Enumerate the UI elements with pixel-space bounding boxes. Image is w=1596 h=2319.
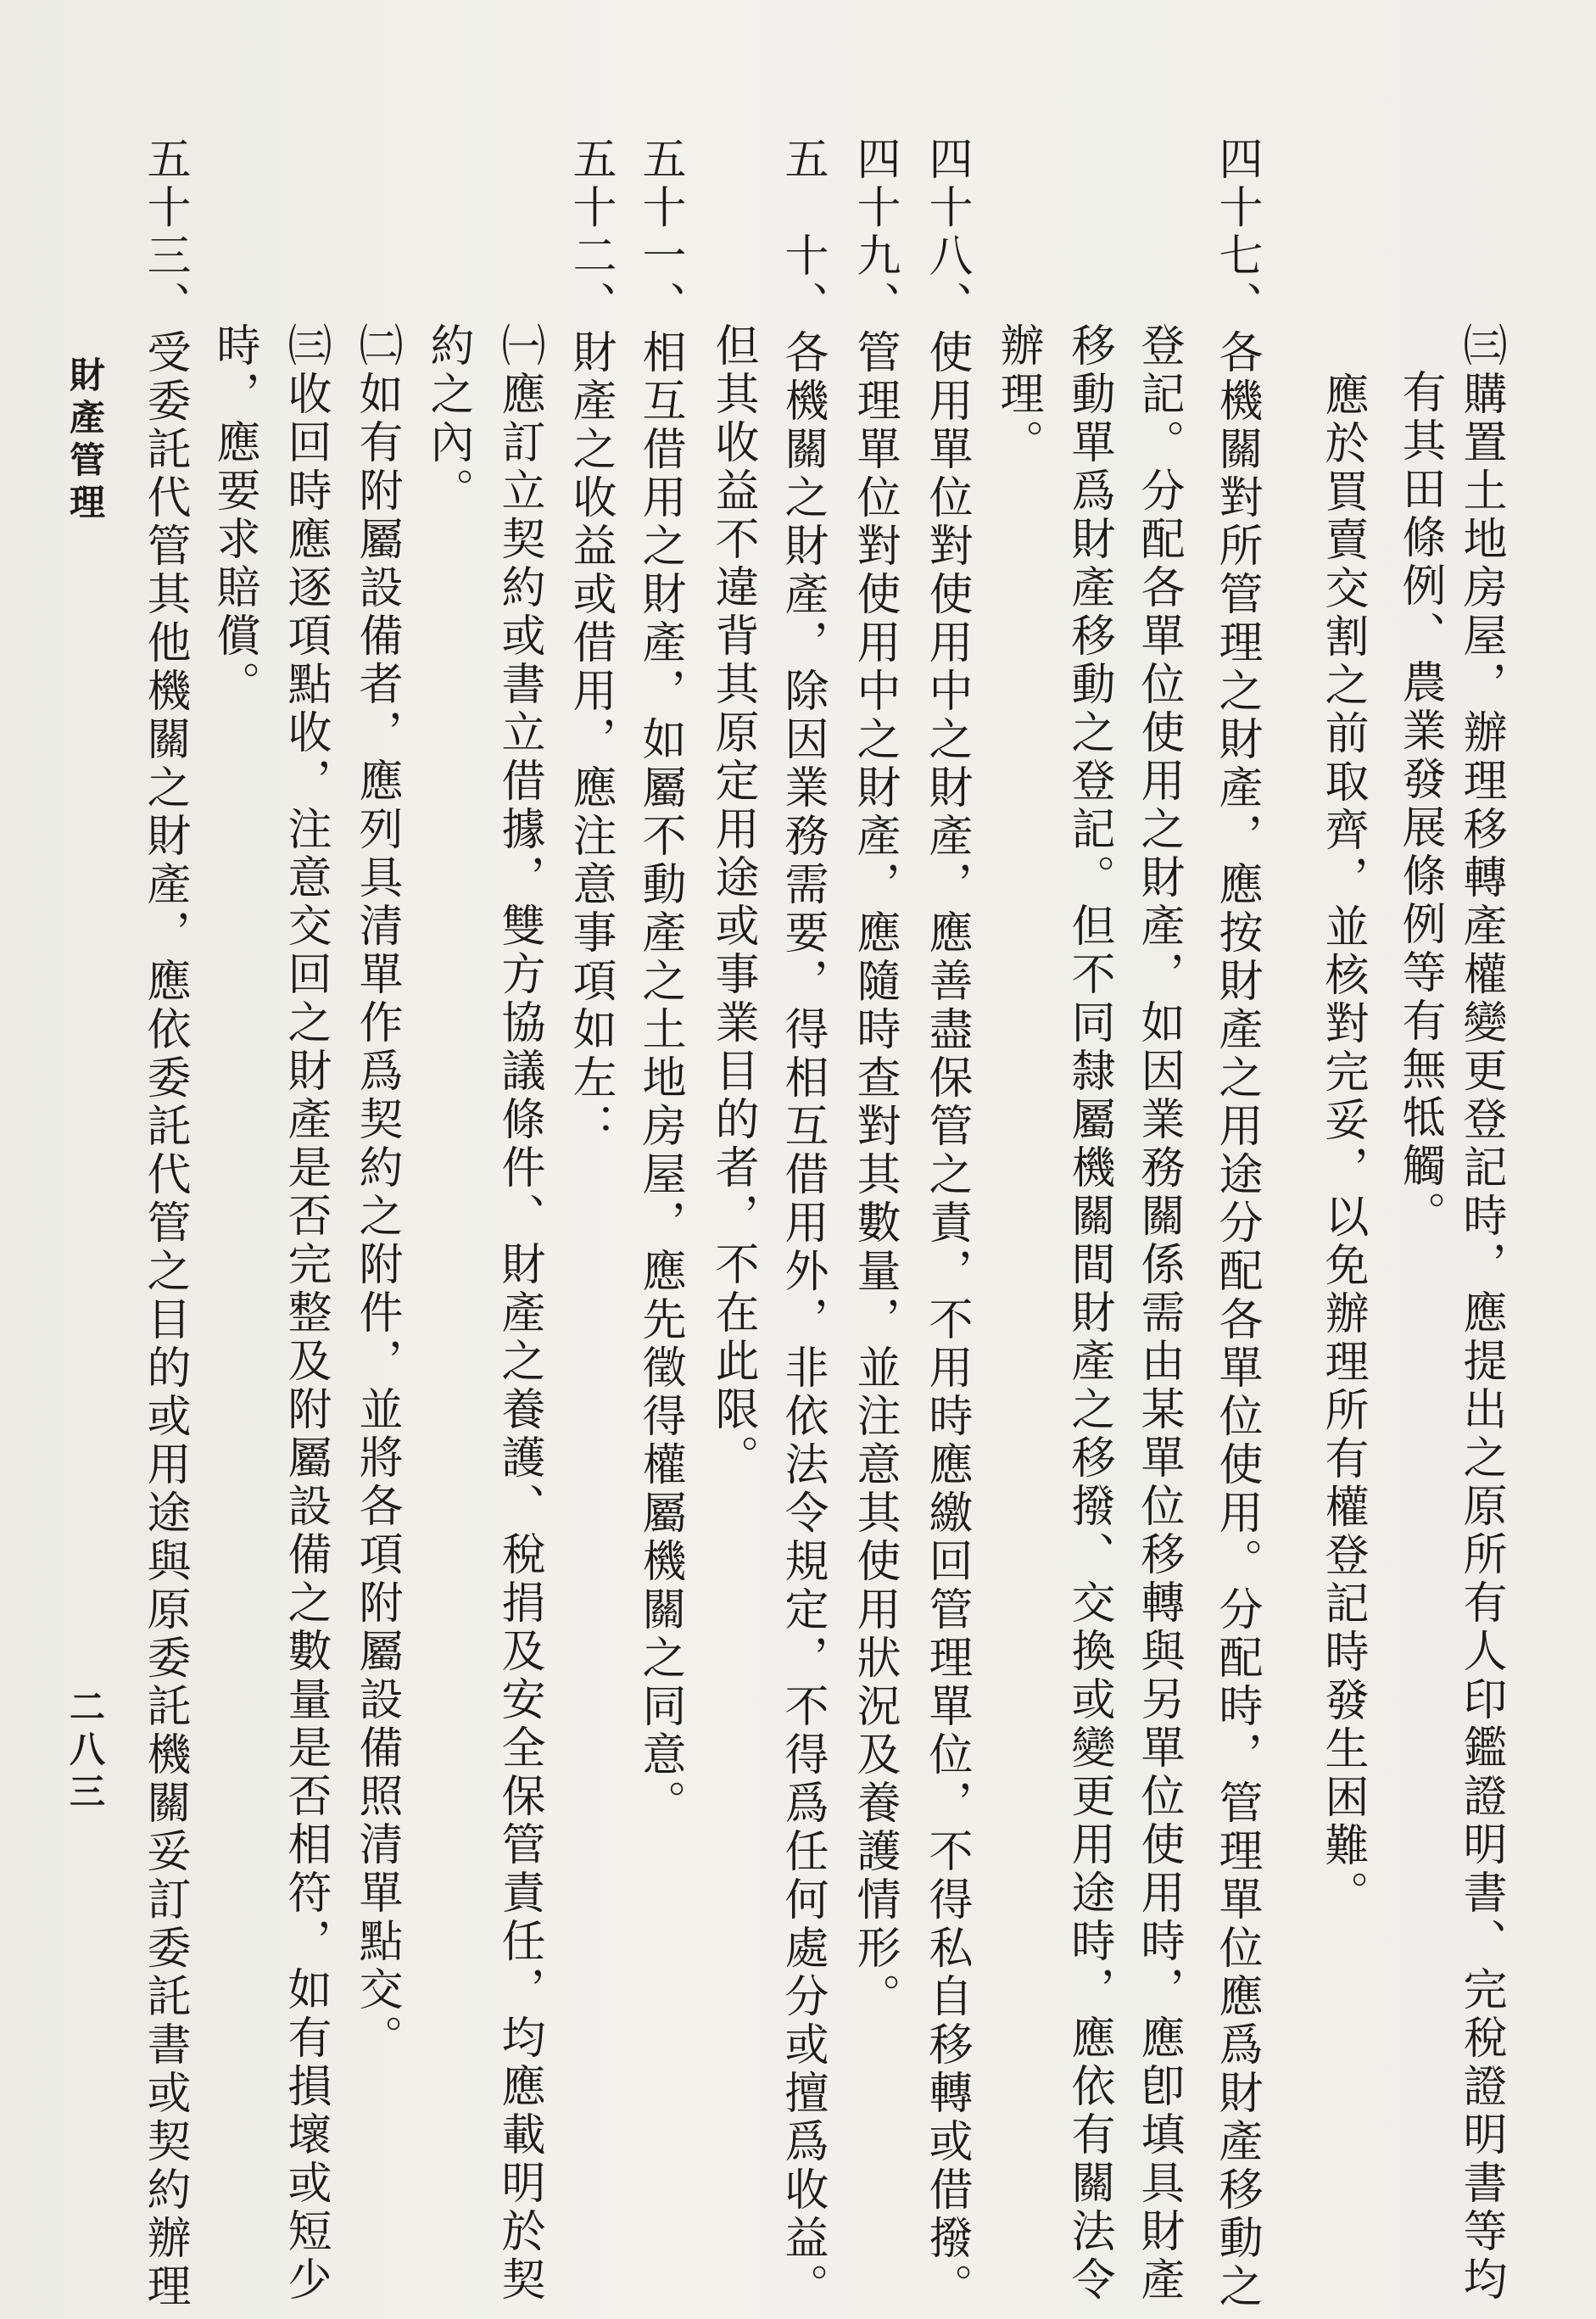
text-column-2: ㈢購置土地房屋，辦理移轉產權變更登記時，應提出之原所有人印鑑證明書、完稅證明書等均 xyxy=(1455,322,1506,2305)
text-column-19: 五十三、受委託代管其他機關之財產，應依委託代管之目的或用途與原委託機關妥訂委託書或契約辦理 xyxy=(139,136,190,2311)
text-column-10: 五 十、各機關之財產，除因業務需要，得相互借用外，非依法令規定，不得爲任何處分或擅爲收益。 xyxy=(777,136,828,2311)
text-column-17: ㈢收回時應逐項點收，注意交回之財產是否完整及附屬設備之數量是否相符，如有損壞或短少 xyxy=(280,322,331,2305)
text-column-5: 登記。分配各單位使用之財產，如因業務關係需由某單位移轉與另單位使用時，應卽填具財產 xyxy=(1133,322,1184,2305)
page-number: 二八三 xyxy=(64,1688,106,1815)
text-column-11: 但其收益不違背其原定用途或事業目的者，不在此限。 xyxy=(707,322,758,1483)
text-column-7: 辦理。 xyxy=(992,322,1043,467)
text-column-13: 五十二、財產之收益或借用，應注意事項如左： xyxy=(565,136,616,1151)
text-column-6: 移動單爲財產移動之登記。但不同隸屬機關間財產之移撥、交換或變更用途時，應依有關法令 xyxy=(1063,322,1114,2305)
running-title: 財產管理 xyxy=(64,356,106,526)
text-column-15: 約之內。 xyxy=(422,322,473,516)
text-column-16: ㈡如有附屬設備者，應列具清單作爲契約之附件，並將各項附屬設備照清單點交。 xyxy=(351,322,402,2063)
text-column-3: 應於買賣交割之前取齊，並核對完妥，以免辦理所有權登記時發生困難。 xyxy=(1317,372,1368,1919)
text-column-9: 四十九、管理單位對使用中之財產，應隨時查對其數量，並注意其使用狀況及養護情形。 xyxy=(849,136,900,2021)
text-column-18: 時，應要求賠償。 xyxy=(209,322,259,709)
text-column-12: 五十一、相互借用之財產，如屬不動產之土地房屋，應先徵得權屬機關之同意。 xyxy=(634,136,685,1828)
text-column-1: 有其田條例、農業發展條例等有無牴觸。 xyxy=(1394,369,1445,1239)
text-column-14: ㈠應訂立契約或書立借據，雙方協議條件、財產之養護、稅捐及安全保管責任，均應載明於契 xyxy=(494,322,544,2305)
text-column-4: 四十七、各機關對所管理之財產，應按財產之用途分配各單位使用。分配時，管理單位應爲財產移動之 xyxy=(1211,136,1262,2311)
text-column-8: 四十八、使用單位對使用中之財產，應善盡保管之責，不用時應繳回管理單位，不得私自移轉或借撥。 xyxy=(921,136,972,2311)
